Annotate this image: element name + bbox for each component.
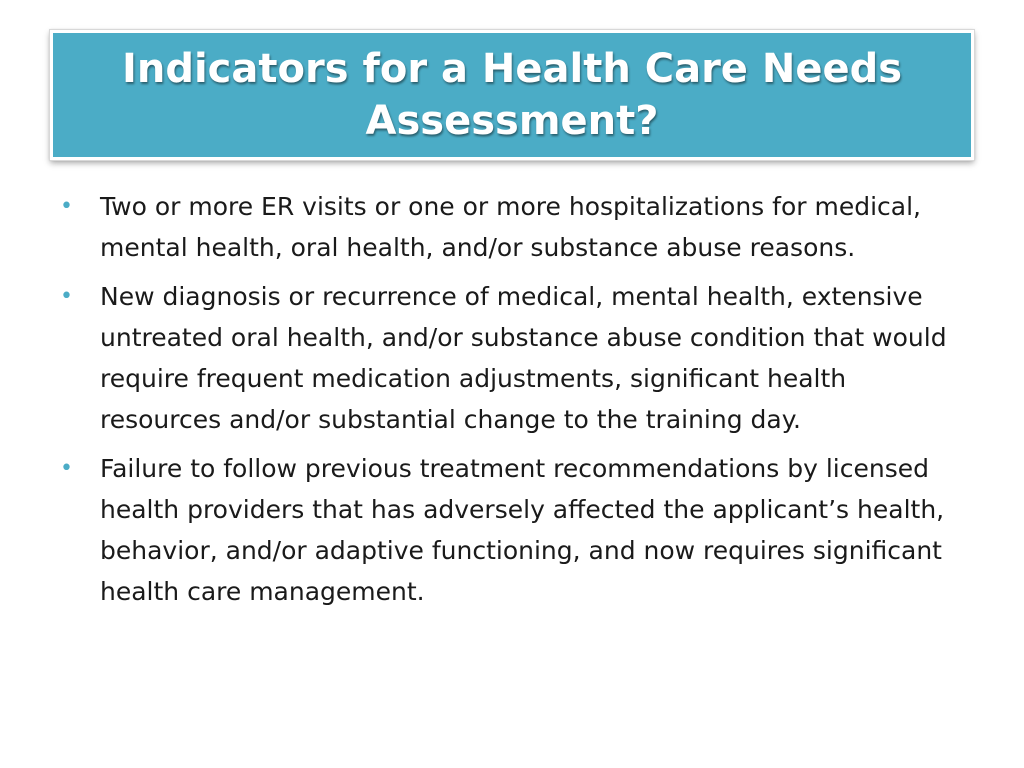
bullet-text: Two or more ER visits or one or more hospitalizations for medical, mental health, oral health, and/or substance abuse reasons. (100, 192, 921, 262)
title-banner (50, 30, 974, 160)
bullet-dot-icon: • (60, 456, 73, 481)
bullet-text: Failure to follow previous treatment recommendations by licensed health providers that has adversely affected the applicant’s health, behavior, and/or adaptive functioning, and now requires significant health care management. (100, 454, 945, 606)
bullet-item (58, 186, 968, 268)
bullet-text: New diagnosis or recurrence of medical, mental health, extensive untreated oral health, and/or substance abuse condition that would require frequent medication adjustments, significant health resources and/or substantial change to the training day. (100, 282, 947, 434)
bullet-dot-icon: • (60, 284, 73, 309)
bullet-item (58, 276, 968, 440)
slide-title: Indicators for a Health Care Needs Assessment? (121, 46, 903, 144)
bullet-list (58, 186, 968, 620)
bullet-dot-icon: • (60, 194, 73, 219)
bullet-item (58, 448, 968, 612)
